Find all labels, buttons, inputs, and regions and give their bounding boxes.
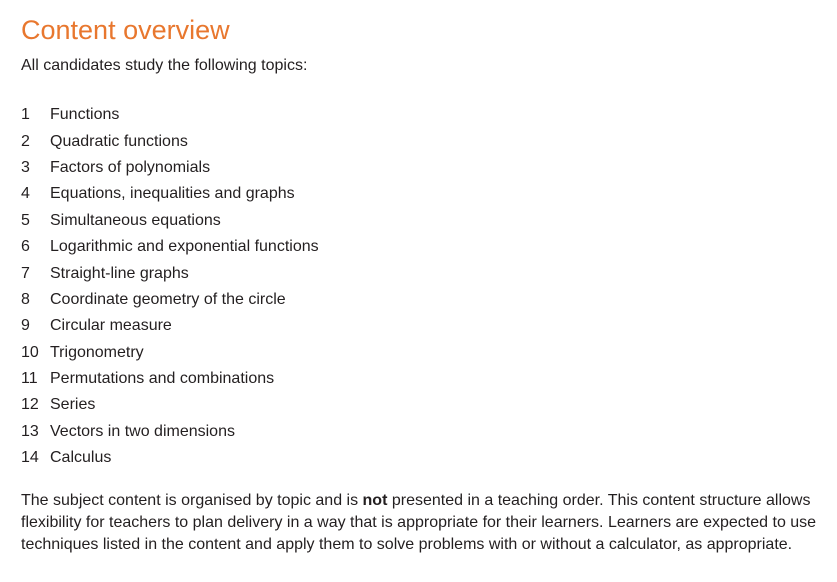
- topic-label: Permutations and combinations: [50, 370, 275, 388]
- topic-label: Simultaneous equations: [50, 211, 221, 229]
- topic-number: 14: [21, 449, 39, 467]
- page-title: Content overview: [21, 15, 230, 45]
- topic-number: 5: [21, 211, 30, 229]
- topic-item: [21, 208, 319, 234]
- topic-number: 9: [21, 317, 30, 335]
- topic-item: [21, 392, 319, 418]
- topic-number: 11: [21, 370, 38, 388]
- topic-label: Coordinate geometry of the circle: [50, 290, 286, 308]
- topic-number: 1: [21, 106, 30, 124]
- topic-item: [21, 340, 319, 366]
- topic-label: Vectors in two dimensions: [50, 422, 235, 440]
- topic-item: [21, 234, 319, 260]
- topic-item: [21, 155, 319, 181]
- topic-label: Straight-line graphs: [50, 264, 189, 282]
- content-structure-paragraph: [21, 490, 821, 555]
- topic-item: [21, 366, 319, 392]
- paragraph-emphasis: not: [362, 492, 388, 509]
- topic-label: Circular measure: [50, 317, 172, 335]
- topic-item: [21, 260, 319, 286]
- topic-label: Logarithmic and exponential functions: [50, 238, 319, 256]
- topic-number: 12: [21, 396, 39, 414]
- topic-number: 3: [21, 158, 30, 176]
- topic-label: Factors of polynomials: [50, 158, 211, 176]
- topic-item: [21, 181, 319, 207]
- topic-label: Equations, inequalities and graphs: [50, 185, 295, 203]
- topic-label: Functions: [50, 106, 120, 124]
- topic-list: [21, 102, 319, 471]
- topic-item: [21, 287, 319, 313]
- topic-item: [21, 445, 319, 471]
- paragraph-text-after: presented in a teaching order. This content structure allows flexibility for teachers to plan delivery in a way that is appropriate for their learners. Learners are expected to use techniques listed in the content and apply them to solve problems with or without a calculator, as appropriate.: [21, 492, 817, 553]
- topic-number: 7: [21, 264, 30, 282]
- topic-label: Trigonometry: [50, 343, 144, 361]
- topic-number: 13: [21, 422, 39, 440]
- topic-item: [21, 419, 319, 445]
- topic-label: Quadratic functions: [50, 132, 188, 150]
- topic-number: 8: [21, 290, 30, 308]
- topic-item: [21, 102, 319, 128]
- topic-label: Calculus: [50, 449, 112, 467]
- topic-number: 4: [21, 185, 30, 203]
- intro-text: All candidates study the following topics:: [21, 57, 308, 74]
- paragraph-text-before: The subject content is organised by topic and is: [21, 492, 363, 509]
- topic-number: 10: [21, 343, 39, 361]
- topic-item: [21, 313, 319, 339]
- topic-label: Series: [50, 396, 96, 414]
- topic-number: 6: [21, 238, 30, 256]
- topic-number: 2: [21, 132, 30, 150]
- topic-item: [21, 128, 319, 154]
